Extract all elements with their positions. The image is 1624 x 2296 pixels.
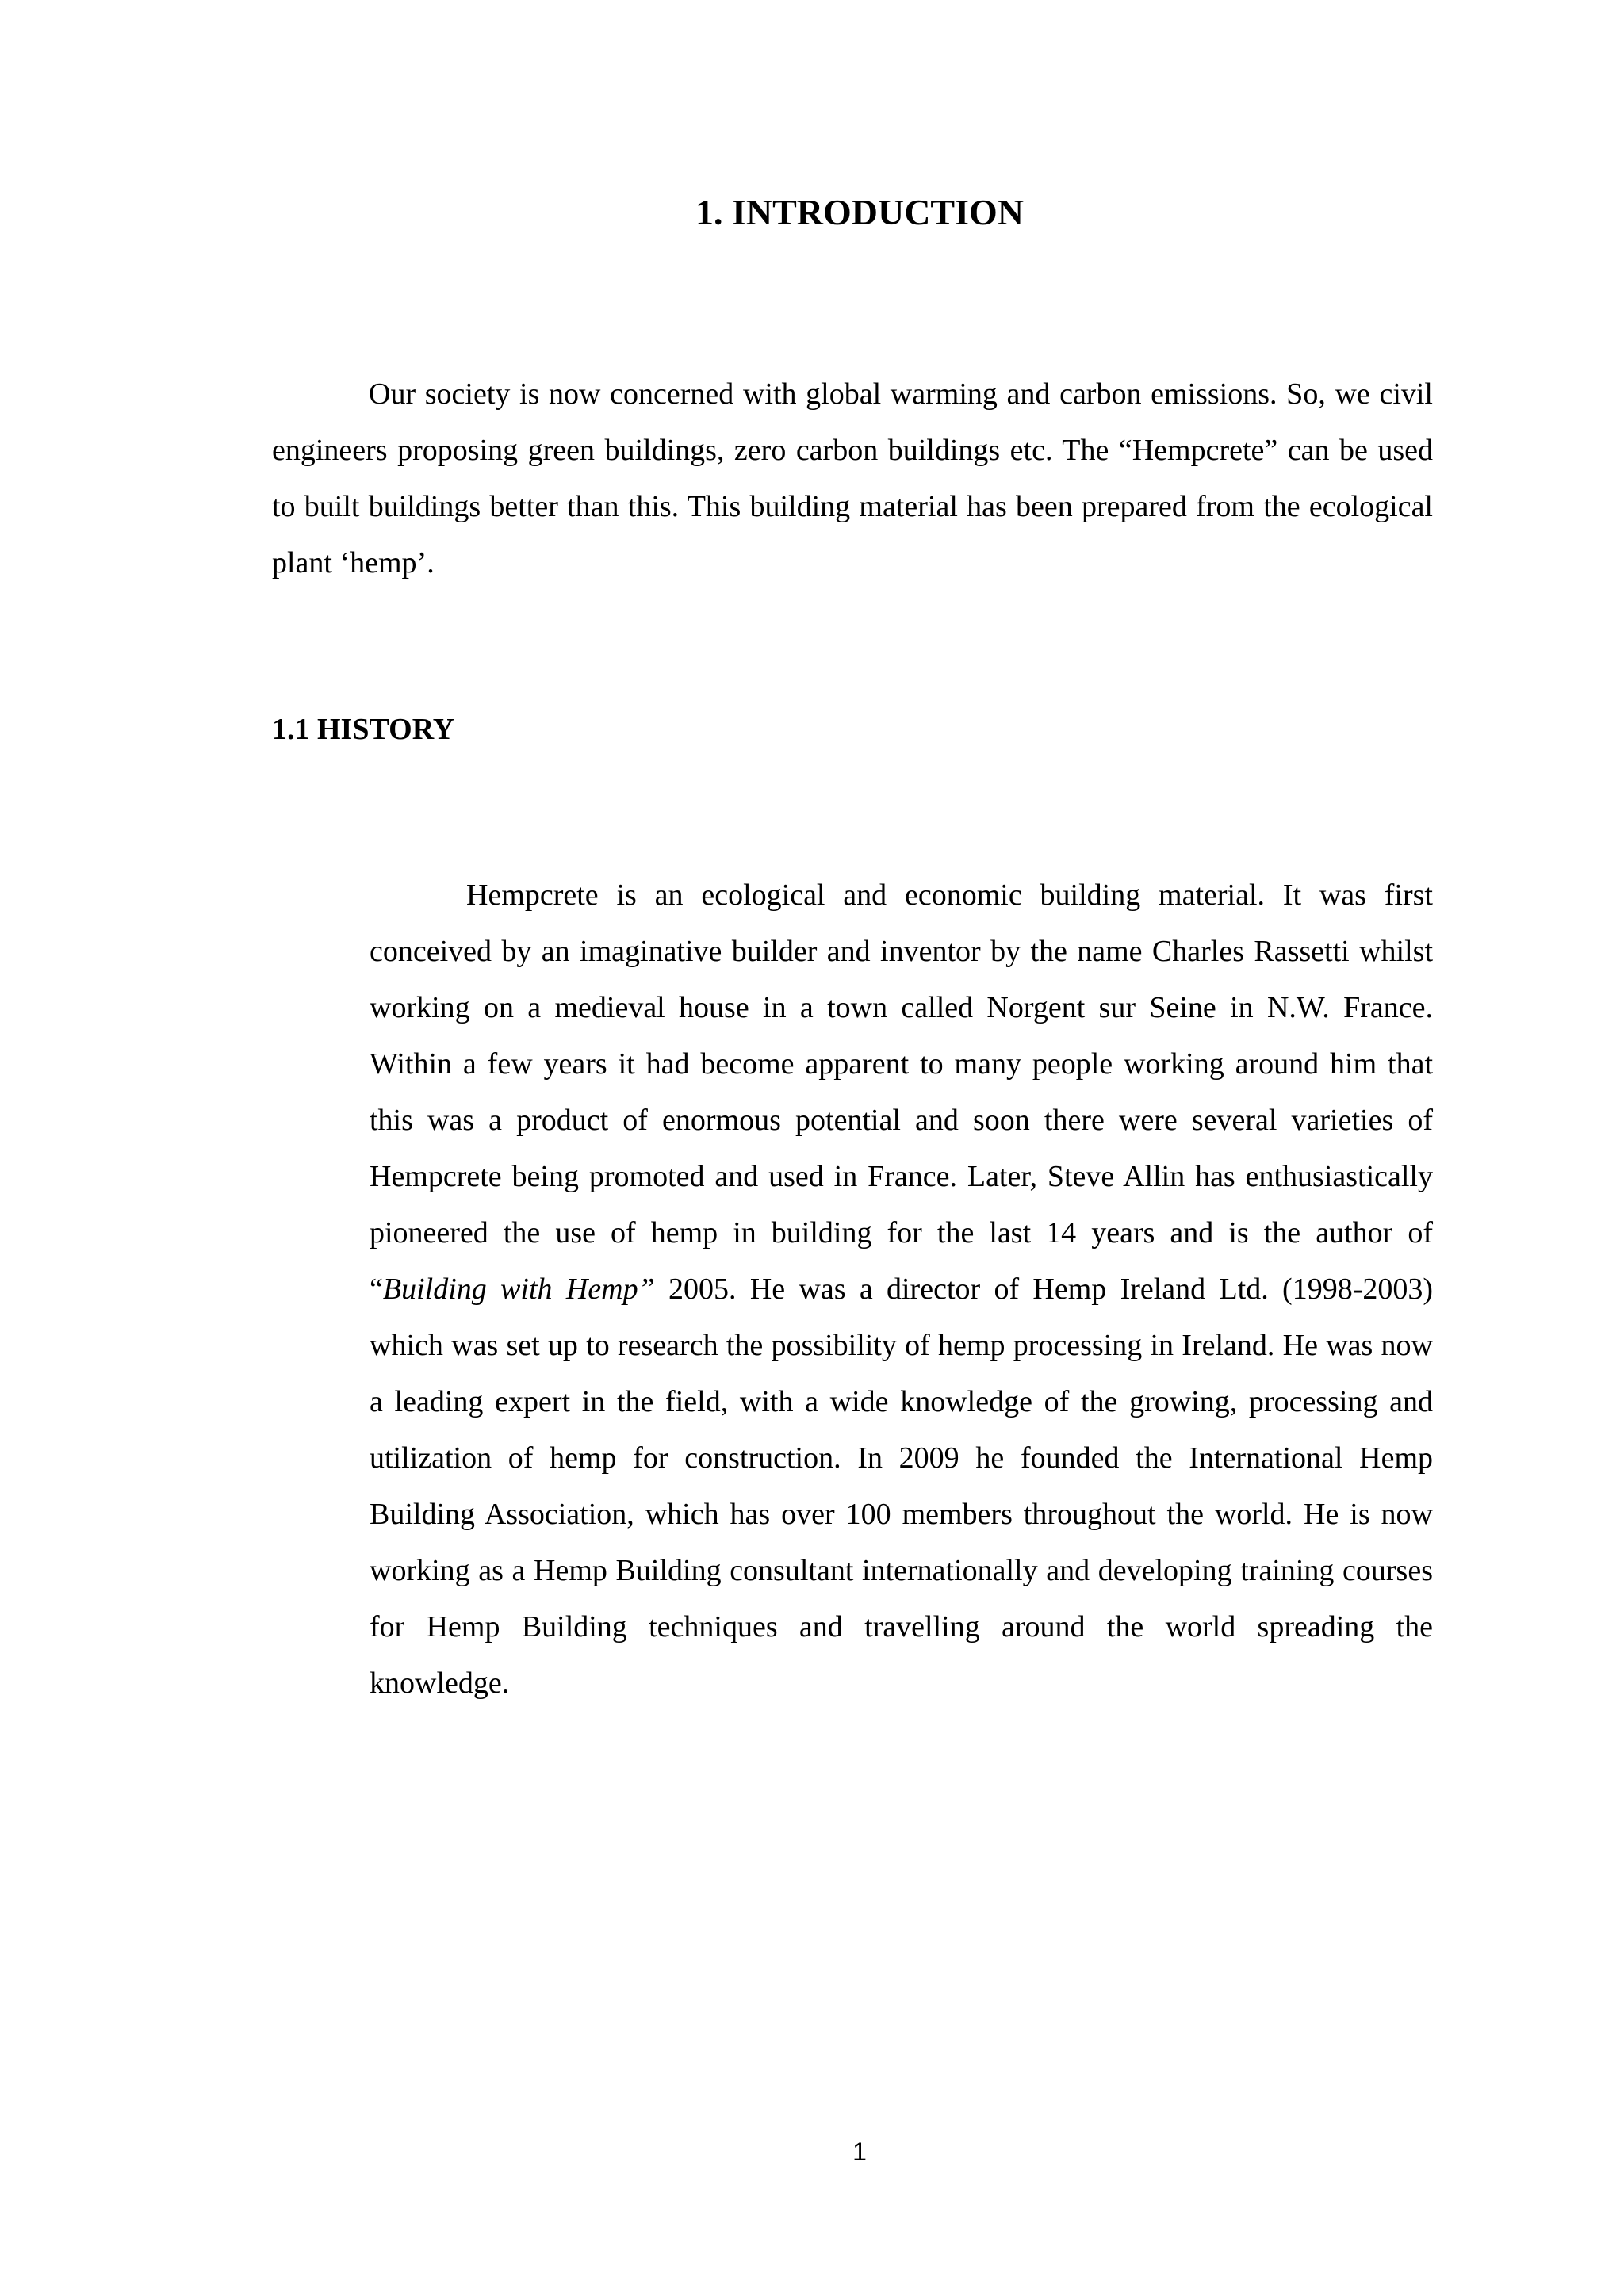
chapter-title: 1. INTRODUCTION xyxy=(695,192,1025,232)
history-paragraph xyxy=(370,867,1433,1712)
section-heading-history: 1.1 HISTORY xyxy=(272,713,455,746)
page-number: 1 xyxy=(852,2137,867,2166)
history-text-part-2: 2005. He was a director of Hemp Ireland Ltd. (1998-2003) which was set up to research the possibility of hemp processing in Ireland. He was now a leading expert in the field, with a wide knowledge of the growing, processing and utilization of hemp for construction. In 2009 he founded the International Hemp Building Association, which has over 100 members throughout the world. He is now working as a Hemp Building consultant internationally and developing training courses for Hemp Building techniques and travelling around the world spreading the knowledge. xyxy=(370,1272,1434,1700)
history-text-part-1: Hempcrete is an ecological and economic building material. It was first conceived by an imaginative builder and inventor by the name Charles Rassetti whilst working on a medieval house in a town called Norgent sur Seine in N.W. France. Within a few years it had become apparent to many people working around him that this was a product of enormous potential and soon there were several varieties of Hempcrete being promoted and used in France. Later, Steve Allin has enthusiastically pioneered the use of hemp in building for the last 14 years and is the author of “ xyxy=(370,878,1433,1306)
intro-paragraph: Our society is now concerned with global warming and carbon emissions. So, we civil engineers proposing green buildings, zero carbon buildings etc. The “Hempcrete” can be used to built buildings better than this. This building material has been prepared from the ecological plant ‘hemp’. xyxy=(272,377,1433,580)
book-title: Building with Hemp” xyxy=(382,1272,655,1306)
